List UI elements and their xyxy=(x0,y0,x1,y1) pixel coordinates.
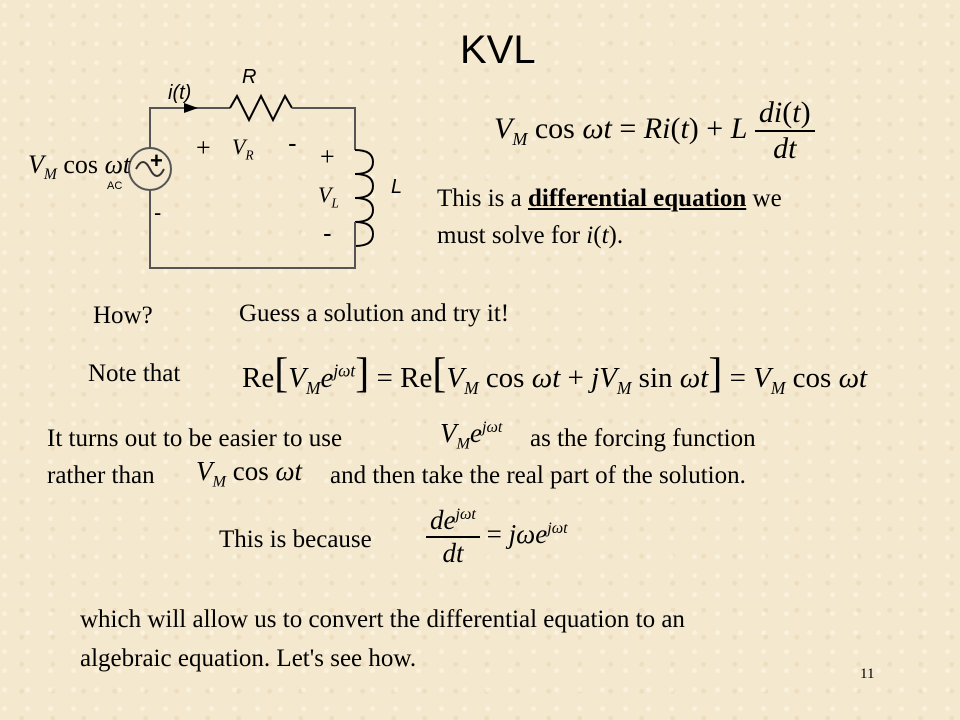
vr-label: $V_R$ xyxy=(232,134,254,163)
note-that-label: Note that xyxy=(88,360,181,387)
resistor-symbol xyxy=(230,96,292,120)
source-plus-sign: + xyxy=(150,148,163,173)
inductor-label: L xyxy=(391,176,403,198)
source-minus-sign: - xyxy=(154,200,162,225)
vl-plus-sign: + xyxy=(320,142,335,171)
derivative-equation: $\frac{de^{j\omega t}}{dt}$ = jωe$^{j\omega t}$ xyxy=(426,505,568,569)
source-voltage-expression: $V_M$ cos ωt xyxy=(28,150,131,184)
cosine-forcing-expression: $V_M$ cos ωt xyxy=(196,456,303,491)
take-real-part-text: and then take the real part of the solution. xyxy=(330,462,746,489)
vl-minus-sign: - xyxy=(323,218,332,248)
slide-title: KVL xyxy=(460,28,536,72)
current-label: i(t) xyxy=(168,82,192,104)
kvl-equation: $V_M$ cos ωt = Ri(t) + L $\frac{di(t)}{dt}$ xyxy=(494,96,815,166)
easier-to-use-text: It turns out to be easier to use xyxy=(47,425,343,452)
differential-equation-line1 xyxy=(437,185,782,213)
complex-forcing-expression: $V_Me^{j\omega t}$ xyxy=(440,418,503,453)
source-type-label: AC xyxy=(107,180,123,192)
inductor-symbol xyxy=(355,150,373,246)
because-text: This is because xyxy=(219,526,372,553)
differential-equation-line2: must solve for i(t). xyxy=(437,222,624,249)
vr-minus-sign: - xyxy=(288,128,297,158)
euler-real-part-equation: $Re[V_Me^{j\omega t}] = Re[V_M$ $\cos \omega t + jV_M$ $\sin \omega t] = V_M$ cos ωt xyxy=(242,351,868,398)
forcing-function-text: as the forcing function xyxy=(530,425,756,452)
rather-than-text: rather than xyxy=(47,462,155,489)
resistor-label: R xyxy=(242,66,257,88)
conclusion-line1: which will allow us to convert the differential equation to an xyxy=(80,606,685,633)
diff-eq-line2-text: must solve for xyxy=(437,222,587,249)
diff-eq-prefix: This is a xyxy=(437,185,528,212)
page-number: 11 xyxy=(860,666,875,682)
vr-plus-sign: + xyxy=(196,133,211,162)
diff-eq-suffix: we xyxy=(746,185,782,212)
how-question: How? xyxy=(93,302,153,329)
conclusion-line2: algebraic equation. Let's see how. xyxy=(80,645,417,672)
diff-eq-emphasis: differential equation xyxy=(527,185,747,212)
guess-statement: Guess a solution and try it! xyxy=(239,300,510,327)
vl-label: $V_L$ xyxy=(318,182,339,211)
